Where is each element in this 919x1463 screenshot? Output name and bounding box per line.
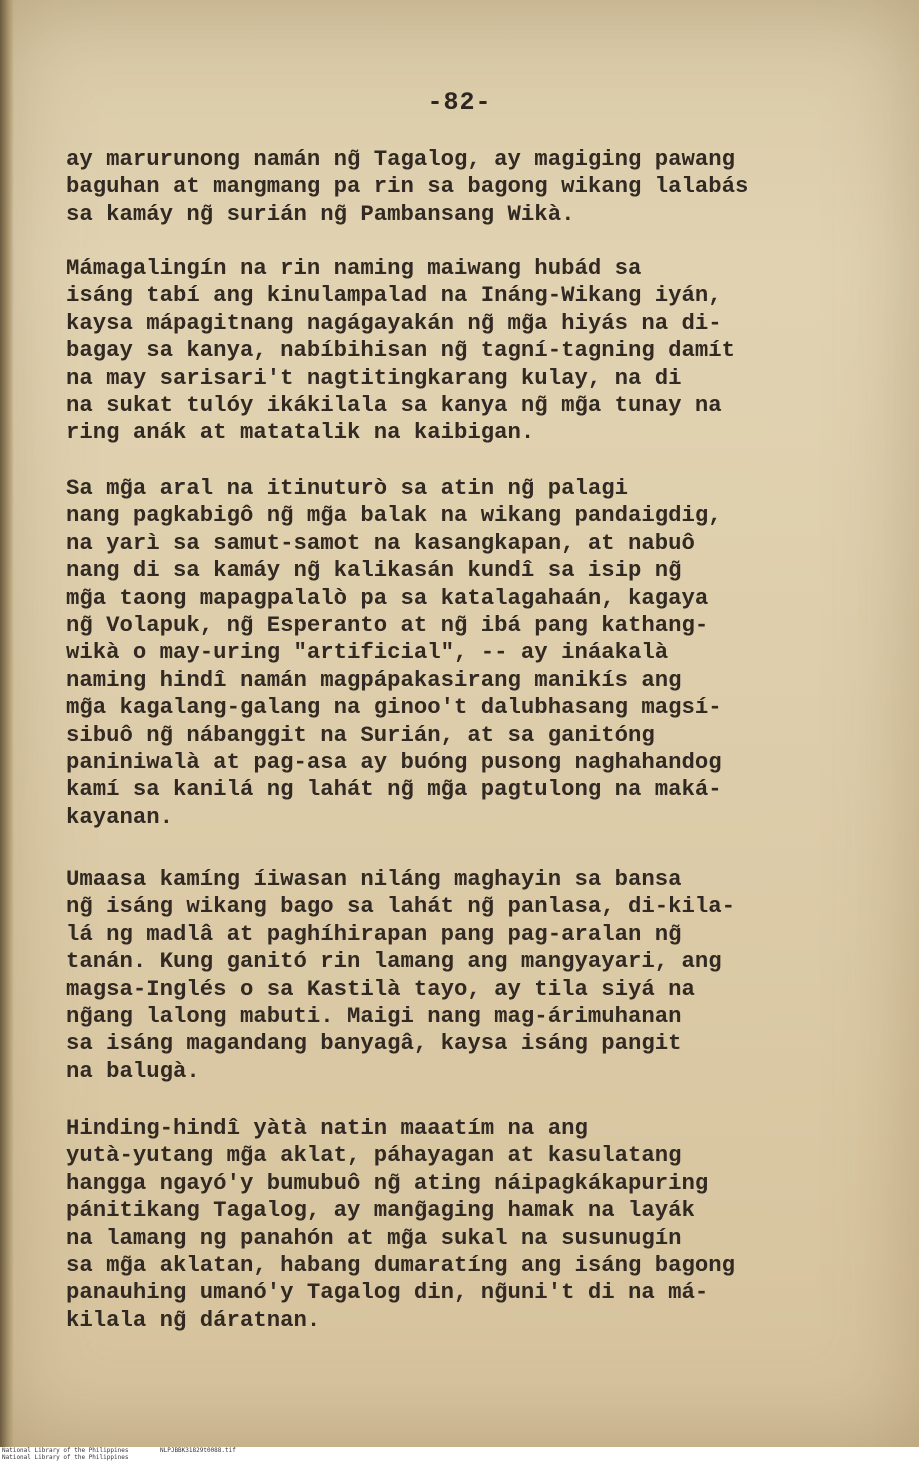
text-line: pánitikang Tagalog, ay mang̃aging hamak na layák bbox=[66, 1197, 695, 1224]
text-line: hangga ngayó'y bumubuô ng̃ ating náipagkákapuring bbox=[66, 1169, 709, 1196]
paragraph-1 bbox=[66, 146, 906, 228]
text-line: yutà-yutang mg̃a aklat, páhayagan at kasulatang bbox=[66, 1142, 682, 1169]
text-line: ng̃ isáng wikang bago sa lahát ng̃ panlasa, di-kila- bbox=[66, 893, 736, 920]
text-line: mg̃a taong mapagpalalò pa sa katalagahaán, kagaya bbox=[66, 584, 709, 611]
text-line: sa mg̃a aklatan, habang dumaratíng ang isáng bagong bbox=[66, 1251, 736, 1278]
text-line: na sukat tulóy ikákilala sa kanya ng̃ mg̃a tunay na bbox=[66, 391, 722, 418]
text-line: Hinding-hindî yàtà natin maaatím na ang bbox=[66, 1115, 588, 1141]
text-line: tanán. Kung ganitó rin lamang ang mangyayari, ang bbox=[66, 948, 722, 975]
footer-strip bbox=[0, 1447, 919, 1463]
text-line: Sa mg̃a aral na itinuturò sa atin ng̃ palagi bbox=[66, 475, 628, 501]
text-line: ring anák at matatalik na kaibigan. bbox=[66, 419, 535, 446]
footer-credit-line-2: National Library of the Philippines bbox=[2, 1454, 129, 1461]
text-line: ng̃ang lalong mabuti. Maigi nang mag-árimuhanan bbox=[66, 1002, 682, 1029]
footer-filename: NLPJBBK31829t0088.tif bbox=[160, 1447, 236, 1454]
text-line: paniniwalà at pag-asa ay buóng pusong naghahandog bbox=[66, 748, 722, 775]
paragraph-5 bbox=[66, 1115, 906, 1334]
text-line: sibuô ng̃ nábanggit na Surián, at sa ganitóng bbox=[66, 721, 655, 748]
text-line: kamí sa kanilá ng lahát ng̃ mg̃a pagtulong na maká- bbox=[66, 776, 722, 803]
text-line: na lamang ng panahón at mg̃a sukal na susunugín bbox=[66, 1224, 682, 1251]
text-line: naming hindî namán magpápakasirang manikís ang bbox=[66, 666, 682, 693]
page-number: -82- bbox=[427, 88, 492, 117]
text-line: sa kamáy ng̃ surián ng̃ Pambansang Wikà. bbox=[66, 200, 575, 227]
text-line: mg̃a kagalang-galang na ginoo't dalubhasang magsí- bbox=[66, 694, 722, 721]
text-line: kayanan. bbox=[66, 803, 174, 830]
page-edge-shadow bbox=[0, 0, 14, 1447]
text-line: nang di sa kamáy ng̃ kalikasán kundî sa isip ng̃ bbox=[66, 557, 682, 584]
text-line: wikà o may-uring "artificial", -- ay ináakalà bbox=[66, 639, 669, 666]
text-line: baguhan at mangmang pa rin sa bagong wikang lalabás bbox=[66, 173, 749, 200]
text-line: bagay sa kanya, nabíbihisan ng̃ tagní-tagning damít bbox=[66, 337, 736, 364]
paragraph-3 bbox=[66, 475, 906, 831]
text-line: Mámagalingín na rin naming maiwang hubád sa bbox=[66, 255, 642, 281]
text-line: lá ng madlâ at paghíhirapan pang pag-aralan ng̃ bbox=[66, 920, 682, 947]
text-line: na balugà. bbox=[66, 1057, 200, 1084]
paragraph-2 bbox=[66, 255, 906, 447]
text-line: magsa-Inglés o sa Kastilà tayo, ay tila siyá na bbox=[66, 975, 695, 1002]
paragraph-4 bbox=[66, 866, 906, 1085]
text-line: Umaasa kamíng íiwasan niláng maghayin sa bansa bbox=[66, 866, 682, 892]
text-line: na yarì sa samut-samot na kasangkapan, at nabuô bbox=[66, 529, 695, 556]
text-line: kaysa mápagitnang nagágayakán ng̃ mg̃a hiyás na di- bbox=[66, 309, 722, 336]
text-line: nang pagkabigô ng̃ mg̃a balak na wikang pandaigdig, bbox=[66, 502, 722, 529]
text-line: isáng tabí ang kinulampalad na Ináng-Wikang iyán, bbox=[66, 282, 722, 309]
text-line: ng̃ Volapuk, ng̃ Esperanto at ng̃ ibá pang kathang- bbox=[66, 611, 709, 638]
text-line: na may sarisari't nagtitingkarang kulay, na di bbox=[66, 364, 682, 391]
text-line: panauhing umanó'y Tagalog din, ng̃uni't di na má- bbox=[66, 1279, 709, 1306]
text-line: kilala ng̃ dáratnan. bbox=[66, 1306, 321, 1333]
footer-credit-line-1: National Library of the Philippines bbox=[2, 1447, 129, 1454]
text-line: sa isáng magandang banyagâ, kaysa isáng pangit bbox=[66, 1030, 682, 1057]
text-line: ay marurunong namán ng̃ Tagalog, ay magiging pawang bbox=[66, 146, 736, 172]
